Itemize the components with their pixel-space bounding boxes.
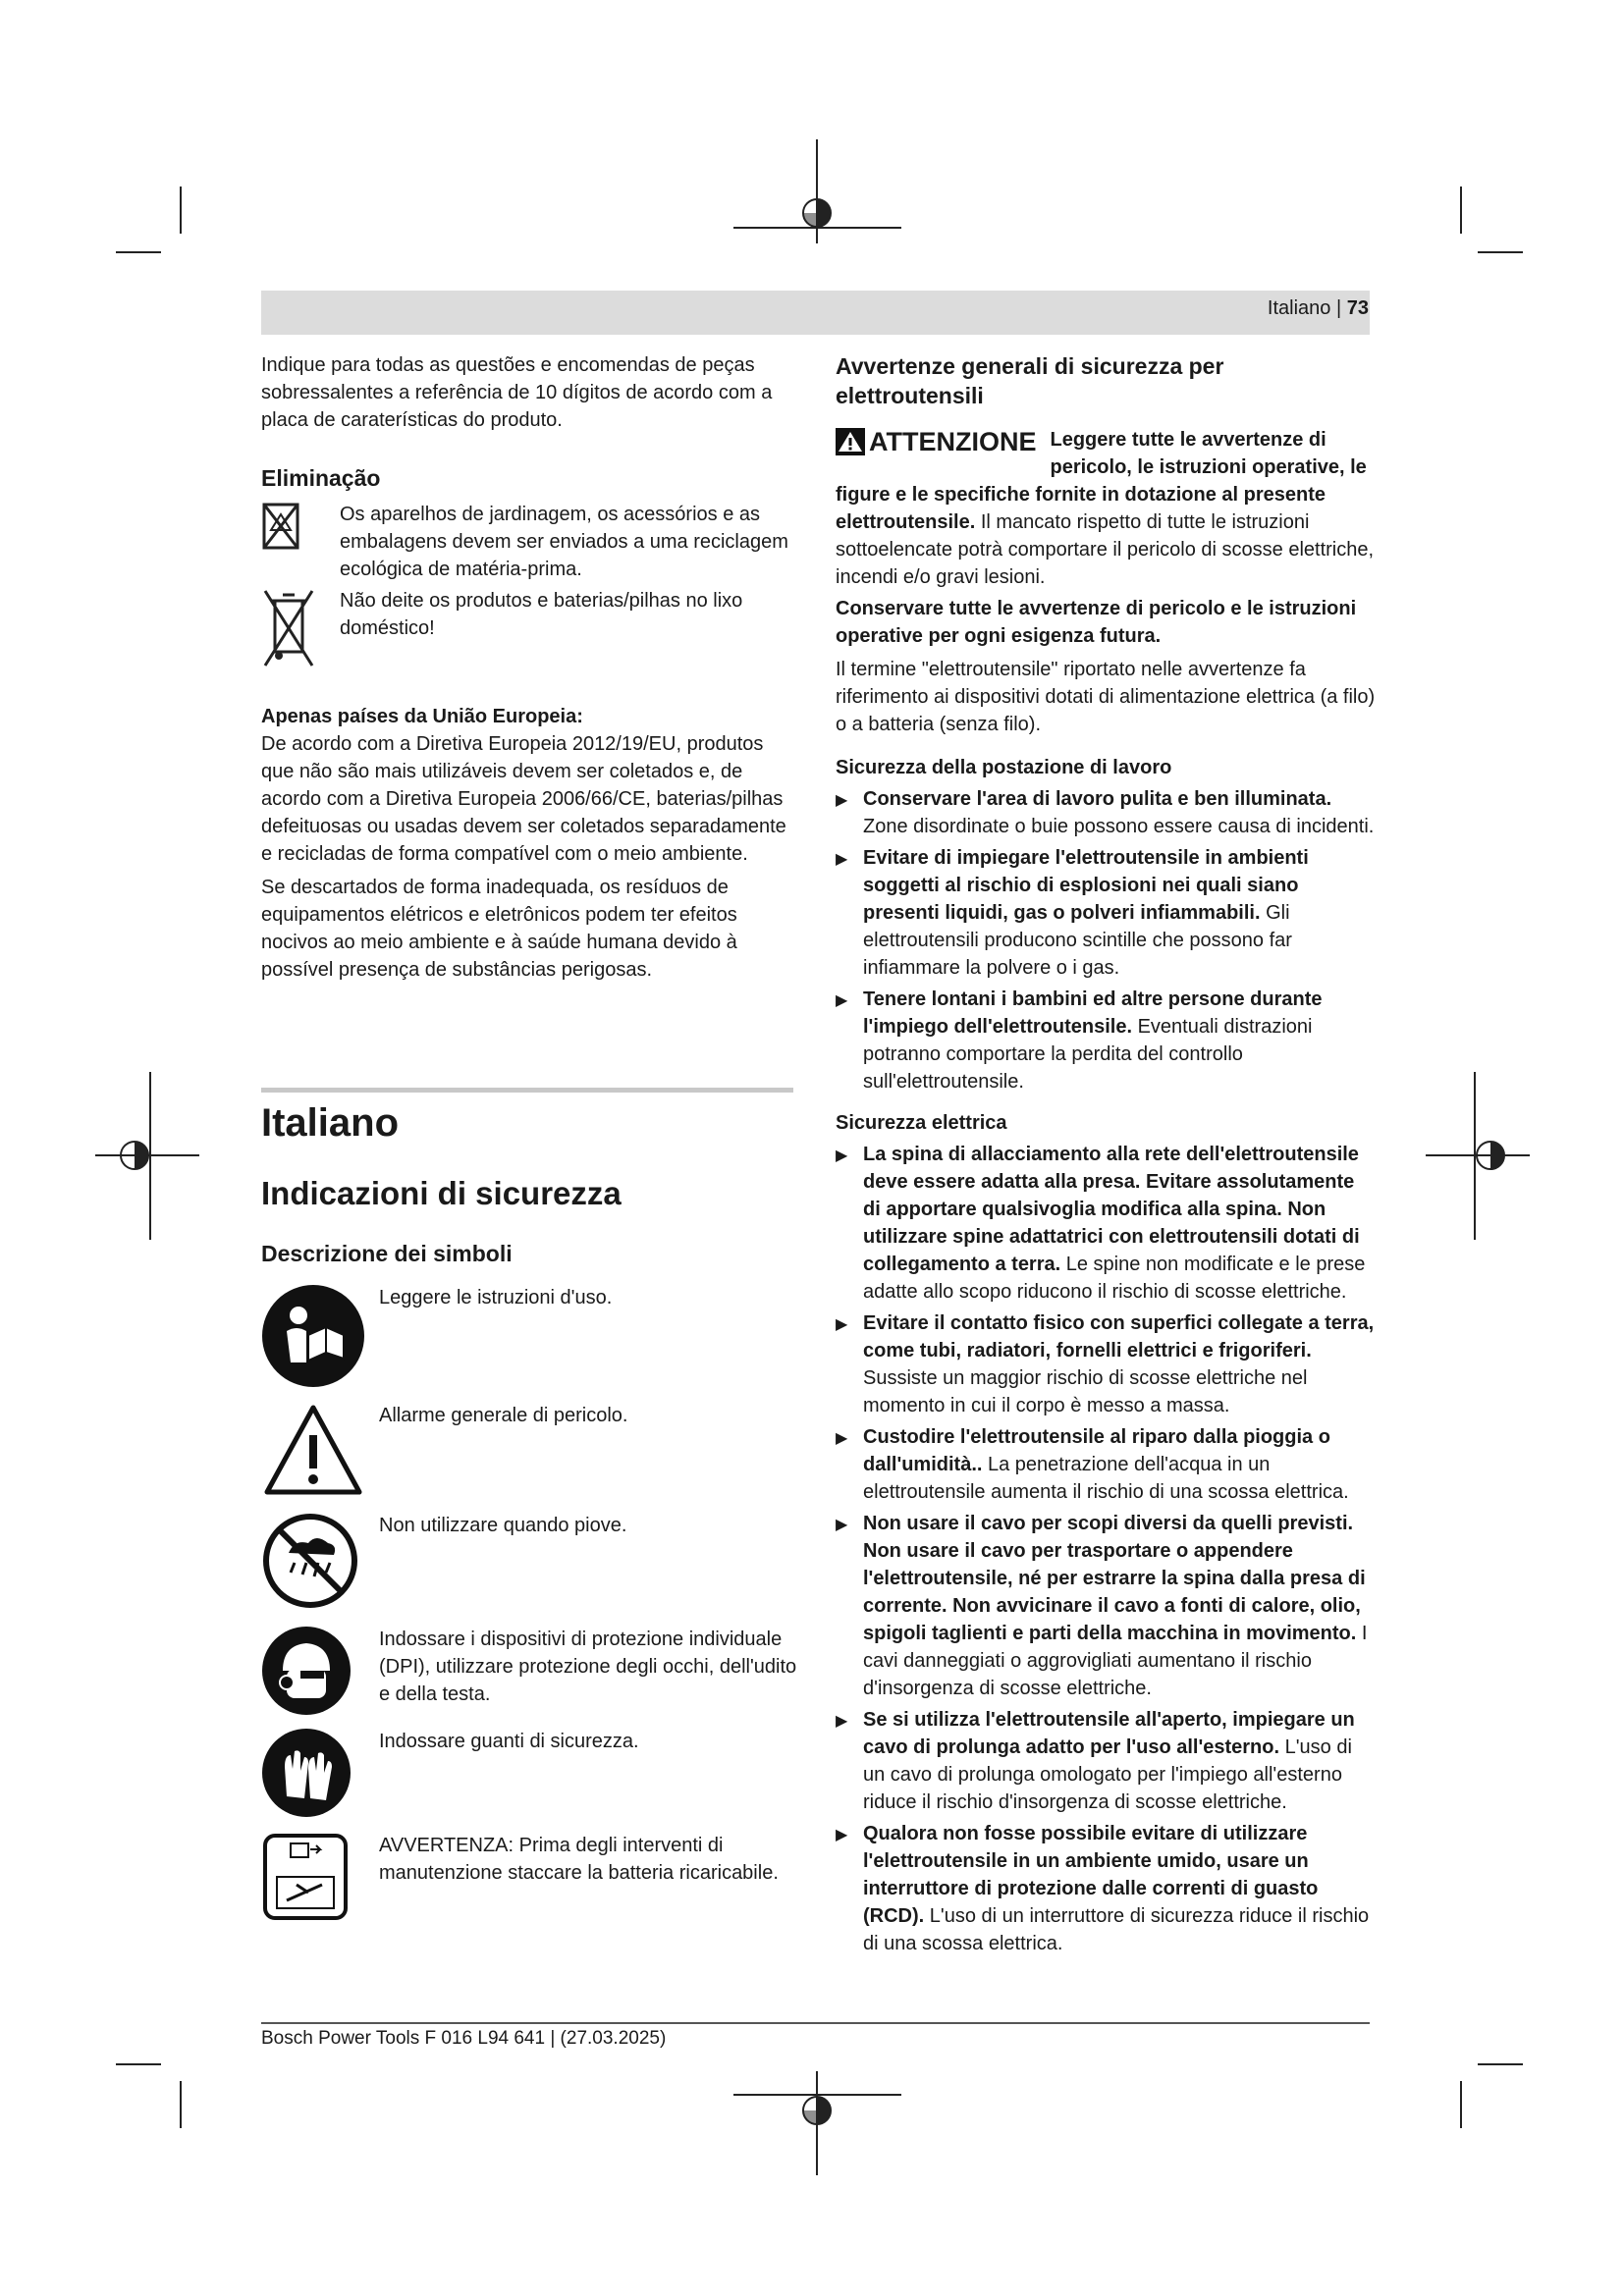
- symbol-text: Leggere le istruzioni d'uso.: [379, 1287, 613, 1308]
- list-item: ▶ Evitare di impiegare l'elettroutensile in ambienti soggetti al rischio di esplosioni nei quali siano presenti liquidi, gas o polveri infiammabili. Gli elettroutensili producono scintille che possono far infiammare la polvere o i gas.: [836, 847, 1309, 979]
- crop-mark: [1478, 2063, 1523, 2065]
- improper-disposal-text: Se descartados de forma inadequada, os resíduos de equipamentos elétricos e eletrônicos podem ter efeitos nocivos ao meio ambiente e à saúde humana devido à possível presença de substâncias perigosas.: [261, 877, 737, 981]
- list-item: ▶ Non usare il cavo per scopi diversi da quelli previsti. Non usare il cavo per trasportare o appendere l'elettroutensile, né per estrarre la spina dalla presa di corrente. Non avvicinare il cavo a fonti di calore, olio, spigoli taglienti e parti della macchina in movimento. I cavi danneggiati o aggrovigliati aumentano il rischio d'insorgenza di scosse elettriche.: [836, 1513, 1368, 1699]
- page-number: 73: [1346, 297, 1369, 319]
- term-definition-text: Il termine "elettroutensile" riportato nelle avvertenze fa riferimento ai dispositivi dotati di alimentazione elettrica (a filo) o a batteria (senza filo).: [836, 659, 1376, 735]
- gloves-icon: [261, 1728, 369, 1823]
- symbol-row: [261, 1728, 811, 1823]
- list-item: ▶ Se si utilizza l'elettroutensile all'aperto, impiegare un cavo di prolunga adatto per l'uso all'esterno. L'uso di un cavo di prolunga omologato per l'impiego all'esterno riduce il rischio d'insorgenza di scosse elettriche.: [836, 1709, 1355, 1813]
- eu-title: Apenas países da União Europeia:: [261, 706, 583, 727]
- crossed-bin-icon: [261, 587, 340, 679]
- symbols-title: Descrizione dei simboli: [261, 1241, 513, 1266]
- list-item-text: L'uso di un cavo di prolunga omologato per l'impiego all'esterno riduce il rischio d'insorgenza di scosse elettriche.: [863, 1736, 1352, 1813]
- warning-text: Il mancato rispetto di tutte le istruzioni sottoelencate potrà comportare il pericolo di scosse elettriche, incendi e/o gravi lesioni.: [836, 511, 1375, 588]
- list-item-text: Zone disordinate o buie possono essere causa di incidenti.: [863, 816, 1375, 837]
- disposal-item: [261, 587, 791, 679]
- electric-title: Sicurezza elettrica: [836, 1112, 1007, 1134]
- crop-mark: [1460, 2081, 1462, 2128]
- recycle-packaging-icon: [261, 501, 340, 563]
- disposal-item-text: Os aparelhos de jardinagem, os acessórios e as embalagens devem ser enviados a uma reciclagem ecológica de matéria-prima.: [340, 504, 788, 580]
- read-manual-icon: [261, 1284, 369, 1393]
- symbol-text: AVVERTENZA: Prima degli interventi di manutenzione staccare la batteria ricaricabile.: [379, 1835, 779, 1884]
- registration-mark-left: [93, 1070, 201, 1242]
- section-title: Indicazioni di sicurezza: [261, 1175, 622, 1211]
- list-item-text: L'uso di un interruttore di sicurezza riduce il rischio di una scossa elettrica.: [863, 1905, 1370, 1954]
- disposal-item: [261, 501, 791, 583]
- warning-block: [836, 426, 1376, 591]
- crop-mark: [180, 187, 182, 234]
- section-rule: [261, 1088, 793, 1093]
- symbol-row: [261, 1626, 811, 1721]
- symbol-text: Indossare guanti di sicurezza.: [379, 1731, 639, 1752]
- symbol-row: [261, 1402, 811, 1505]
- warning-triangle-icon: [836, 428, 865, 455]
- spare-parts-text: Indique para todas as questões e encomendas de peças sobressalentes a referência de 10 dígitos de acordo com a placa de caraterísticas do produto.: [261, 354, 773, 431]
- crop-mark: [1460, 187, 1462, 234]
- crop-mark: [180, 2081, 182, 2128]
- page-footer: Bosch Power Tools F 016 L94 641 | (27.03.2025): [261, 2028, 667, 2049]
- list-item: ▶ La spina di allacciamento alla rete dell'elettroutensile deve essere adatta alla presa. Evitare assolutamente di apportare qualsivoglia modifica alla spina. Non utilizzare spine adattatrici con elettroutensili dotati di collegamento a terra. Le spine non modificate e le prese adatte allo scopo riducono il rischio di scosse elettriche.: [836, 1144, 1366, 1303]
- symbol-row: [261, 1284, 811, 1393]
- warning-label: ATTENZIONE: [869, 427, 1037, 456]
- list-item: ▶ Custodire l'elettroutensile al riparo dalla pioggia o dall'umidità.. La penetrazione dell'acqua in un elettroutensile aumenta il rischio di una scossa elettrica.: [836, 1426, 1349, 1503]
- eu-text: De acordo com a Diretiva Europeia 2012/19/EU, produtos que não são mais utilizáveis devem ser coletados e, de acordo com a Diretiva Europeia 2006/66/CE, baterias/pilhas defeituosas ou usadas devem ser coletados separadamente e recicladas de forma compatível com o meio ambiente.: [261, 733, 786, 865]
- list-item-text: La penetrazione dell'acqua in un elettroutensile aumenta il rischio di una scossa elettrica.: [863, 1454, 1349, 1503]
- footer-rule: [261, 2022, 1370, 2024]
- list-item-text: Le spine non modificate e le prese adatte allo scopo riducono il rischio di scosse elettriche.: [863, 1254, 1366, 1303]
- warning-bold-text: Leggere tutte le avvertenze di pericolo, le istruzioni operative, le figure e le specifiche fornite in dotazione al presente elettroutensile.: [836, 429, 1367, 533]
- list-item-bold: Qualora non fosse possibile evitare di utilizzare l'elettroutensile in un ambiente umido, usare un interruttore di protezione dalle correnti di guasto (RCD).: [863, 1823, 1319, 1927]
- list-item-bold: Evitare il contatto fisico con superfici collegate a terra, come tubi, radiatori, fornelli elettrici e frigoriferi.: [863, 1312, 1375, 1362]
- list-item-text: Gli elettroutensili producono scintille che possono far infiammare la polvere o i gas.: [863, 902, 1292, 979]
- page-header: [1268, 297, 1369, 320]
- header-band: [261, 291, 1370, 335]
- list-item-bold: Se si utilizza l'elettroutensile all'aperto, impiegare un cavo di prolunga adatto per l'uso all'esterno.: [863, 1709, 1355, 1758]
- symbol-row: [261, 1512, 811, 1615]
- list-item: ▶ Tenere lontani i bambini ed altre persone durante l'impiego dell'elettroutensile. Eventuali distrazioni potranno comportare la perdita del controllo sull'elettroutensile.: [836, 988, 1323, 1093]
- registration-mark-right: [1424, 1070, 1532, 1242]
- left-column: [261, 351, 791, 989]
- crop-mark: [116, 2063, 161, 2065]
- list-item: ▶ Qualora non fosse possibile evitare di utilizzare l'elettroutensile in un ambiente umido, usare un interruttore di protezione dalle correnti di guasto (RCD). L'uso di un interruttore di sicurezza riduce il rischio di una scossa elettrica.: [836, 1823, 1370, 1954]
- symbol-text: Non utilizzare quando piove.: [379, 1515, 627, 1536]
- crop-mark: [1478, 251, 1523, 253]
- no-rain-icon: [261, 1512, 369, 1615]
- list-item-text: I cavi danneggiati o aggrovigliati aumentano il rischio d'insorgenza di scosse elettriche.: [863, 1623, 1368, 1699]
- header-language: Italiano: [1267, 297, 1331, 319]
- disposal-item-text: Não deite os produtos e baterias/pilhas no lixo doméstico!: [340, 590, 743, 639]
- disposal-title: Eliminação: [261, 465, 381, 491]
- ppe-head-icon: [261, 1626, 369, 1721]
- keep-instructions-text: Conservare tutte le avvertenze di pericolo e le istruzioni operative per ogni esigenza futura.: [836, 598, 1357, 647]
- list-item-bold: La spina di allacciamento alla rete dell'elettroutensile deve essere adatta alla presa. Evitare assolutamente di apportare qualsivoglia modifica alla spina. Non utilizzare spine adattatrici con elettroutensili dotati di collegamento a terra.: [863, 1144, 1360, 1275]
- general-warnings-title: Avvertenze generali di sicurezza per elettroutensili: [836, 353, 1224, 408]
- list-item-bold: Tenere lontani i bambini ed altre persone durante l'impiego dell'elettroutensile.: [863, 988, 1323, 1038]
- remove-battery-icon: [261, 1832, 369, 1927]
- crop-mark: [116, 251, 161, 253]
- list-item: ▶ Evitare il contatto fisico con superfici collegate a terra, come tubi, radiatori, fornelli elettrici e frigoriferi. Sussiste un maggior rischio di scosse elettriche nel momento in cui il corpo è messo a massa.: [836, 1312, 1375, 1416]
- language-title: Italiano: [261, 1101, 400, 1145]
- warning-triangle-icon: [261, 1402, 369, 1505]
- header-separator: |: [1335, 297, 1342, 319]
- list-item-bold: Conservare l'area di lavoro pulita e ben illuminata.: [863, 788, 1332, 810]
- workplace-title: Sicurezza della postazione di lavoro: [836, 757, 1172, 778]
- list-item-text: Sussiste un maggior rischio di scosse elettriche nel momento in cui il corpo è messo a massa.: [863, 1367, 1308, 1416]
- warning-badge: [836, 426, 1037, 457]
- registration-mark-top: [731, 137, 903, 245]
- registration-mark-bottom: [731, 2069, 903, 2177]
- right-column: [836, 351, 1376, 1961]
- symbol-text: Indossare i dispositivi di protezione individuale (DPI), utilizzare protezione degli occhi, dell'udito e della testa.: [379, 1629, 797, 1705]
- list-item-bold: Evitare di impiegare l'elettroutensile in ambienti soggetti al rischio di esplosioni nei quali siano presenti liquidi, gas o polveri infiammabili.: [863, 847, 1309, 924]
- list-item-bold: Non usare il cavo per scopi diversi da quelli previsti. Non usare il cavo per trasportare o appendere l'elettroutensile, né per estrarre la spina dalla presa di corrente. Non avvicinare il cavo a fonti di calore, olio, spigoli taglienti e parti della macchina in movimento.: [863, 1513, 1366, 1644]
- list-item: ▶ Conservare l'area di lavoro pulita e ben illuminata. Zone disordinate o buie possono essere causa di incidenti.: [836, 788, 1375, 837]
- list-item-text: Eventuali distrazioni potranno comportare la perdita del controllo sull'elettroutensile.: [863, 1016, 1313, 1093]
- symbol-text: Allarme generale di pericolo.: [379, 1405, 628, 1426]
- symbol-row: [261, 1832, 811, 1927]
- list-item-bold: Custodire l'elettroutensile al riparo dalla pioggia o dall'umidità..: [863, 1426, 1330, 1475]
